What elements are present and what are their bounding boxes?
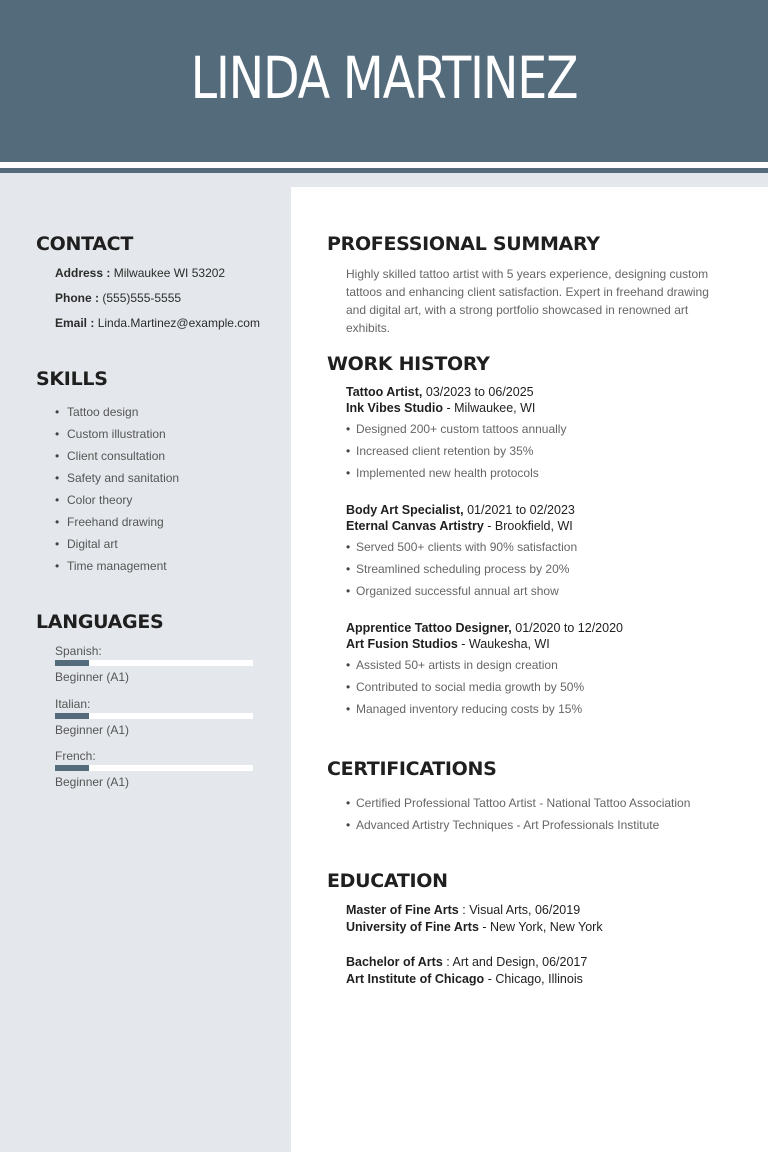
job-header (346, 503, 746, 517)
education-school: Art Institute of Chicago (346, 972, 485, 986)
job-bullet: • Contributed to social media growth by 50% (346, 679, 746, 701)
skill-item: • Tattoo design (55, 405, 179, 427)
job-bullet: • Managed inventory reducing costs by 15% (346, 701, 746, 723)
language-name: Spanish: (55, 644, 102, 658)
job-company: Eternal Canvas Artistry (346, 519, 484, 533)
education-location: - New York, New York (482, 920, 603, 934)
language-name: French: (55, 749, 96, 763)
candidate-name: LINDA MARTINEZ (190, 44, 578, 112)
education-location: - Chicago, Illinois (487, 972, 583, 986)
education-entry (346, 902, 746, 936)
language-entry (55, 749, 255, 789)
job-dates: 01/2021 to 02/2023 (467, 503, 575, 517)
job-company: Art Fusion Studios (346, 637, 458, 651)
proficiency-fill (55, 713, 89, 719)
job-dates: 03/2023 to 06/2025 (425, 385, 534, 399)
skill-item: • Digital art (55, 537, 179, 559)
languages-title: LANGUAGES (36, 611, 164, 633)
summary-text: Highly skilled tattoo artist with 5 years experience, designing custom tattoos and enhancing client satisfaction. Expert in freehand drawing and digital art, with a strong portfolio showcased in renowned art exhibits. (346, 267, 709, 335)
proficiency-bar (55, 660, 253, 666)
language-level: Beginner (A1) (55, 775, 130, 789)
job-bullet: • Increased client retention by 35% (346, 443, 746, 465)
phone-label: Phone : (55, 291, 99, 305)
top-band (0, 173, 768, 187)
job-role: Tattoo Artist, (346, 385, 423, 399)
certifications-list (346, 795, 746, 839)
education-field: : Art and Design, 06/2017 (446, 955, 588, 969)
job-bullet: • Assisted 50+ artists in design creation (346, 657, 746, 679)
language-name: Italian: (55, 697, 91, 711)
job-bullets (346, 657, 746, 723)
job-entry (346, 621, 746, 723)
education-degree-line (346, 902, 746, 919)
job-entry (346, 385, 746, 487)
certifications-title: CERTIFICATIONS (327, 758, 497, 780)
proficiency-bar (55, 765, 253, 771)
job-company-line (346, 637, 746, 651)
job-company-line (346, 401, 746, 415)
skill-item: • Custom illustration (55, 427, 179, 449)
job-entry (346, 503, 746, 605)
education-degree: Bachelor of Arts (346, 955, 443, 969)
education-school: University of Fine Arts (346, 920, 479, 934)
skill-item: • Freehand drawing (55, 515, 179, 537)
job-header (346, 621, 746, 635)
education-school-line (346, 919, 746, 936)
address-label: Address : (55, 266, 111, 280)
summary-title: PROFESSIONAL SUMMARY (327, 233, 600, 255)
job-bullet: • Designed 200+ custom tattoos annually (346, 421, 746, 443)
job-header (346, 385, 746, 399)
job-location: - Milwaukee, WI (446, 401, 536, 415)
skills-title: SKILLS (36, 368, 108, 390)
job-bullet: • Served 500+ clients with 90% satisfaction (346, 539, 746, 561)
language-entry (55, 644, 255, 684)
job-bullets (346, 539, 746, 605)
skill-item: • Safety and sanitation (55, 471, 179, 493)
education-field: : Visual Arts, 06/2019 (462, 903, 581, 917)
job-company: Ink Vibes Studio (346, 401, 444, 415)
language-entry (55, 697, 255, 737)
education-degree-line (346, 954, 746, 971)
certification-item: • Advanced Artistry Techniques - Art Professionals Institute (346, 817, 746, 839)
email-label: Email : (55, 316, 95, 330)
header-banner (0, 0, 768, 162)
education-entry (346, 954, 746, 988)
skill-item: • Time management (55, 559, 179, 581)
job-bullet: • Implemented new health protocols (346, 465, 746, 487)
contact-address (55, 266, 225, 280)
proficiency-fill (55, 660, 89, 666)
contact-phone (55, 291, 181, 305)
job-dates: 01/2020 to 12/2020 (515, 621, 623, 635)
phone-value: (555)555-5555 (102, 291, 182, 305)
job-role: Body Art Specialist, (346, 503, 464, 517)
job-location: - Waukesha, WI (461, 637, 550, 651)
work-title: WORK HISTORY (327, 353, 490, 375)
proficiency-bar (55, 713, 253, 719)
contact-title: CONTACT (36, 233, 133, 255)
job-bullet: • Organized successful annual art show (346, 583, 746, 605)
education-degree: Master of Fine Arts (346, 903, 459, 917)
skills-list (55, 405, 179, 581)
job-bullet: • Streamlined scheduling process by 20% (346, 561, 746, 583)
skill-item: • Client consultation (55, 449, 179, 471)
education-school-line (346, 971, 746, 988)
address-value: Milwaukee WI 53202 (113, 266, 226, 280)
proficiency-fill (55, 765, 89, 771)
job-bullets (346, 421, 746, 487)
education-title: EDUCATION (327, 870, 448, 892)
certification-item: • Certified Professional Tattoo Artist - National Tattoo Association (346, 795, 746, 817)
language-level: Beginner (A1) (55, 670, 130, 684)
job-role: Apprentice Tattoo Designer, (346, 621, 512, 635)
job-company-line (346, 519, 746, 533)
language-level: Beginner (A1) (55, 723, 130, 737)
contact-email (55, 316, 260, 330)
skill-item: • Color theory (55, 493, 179, 515)
email-value: Linda.Martinez@example.com (97, 316, 260, 330)
job-location: - Brookfield, WI (487, 519, 573, 533)
